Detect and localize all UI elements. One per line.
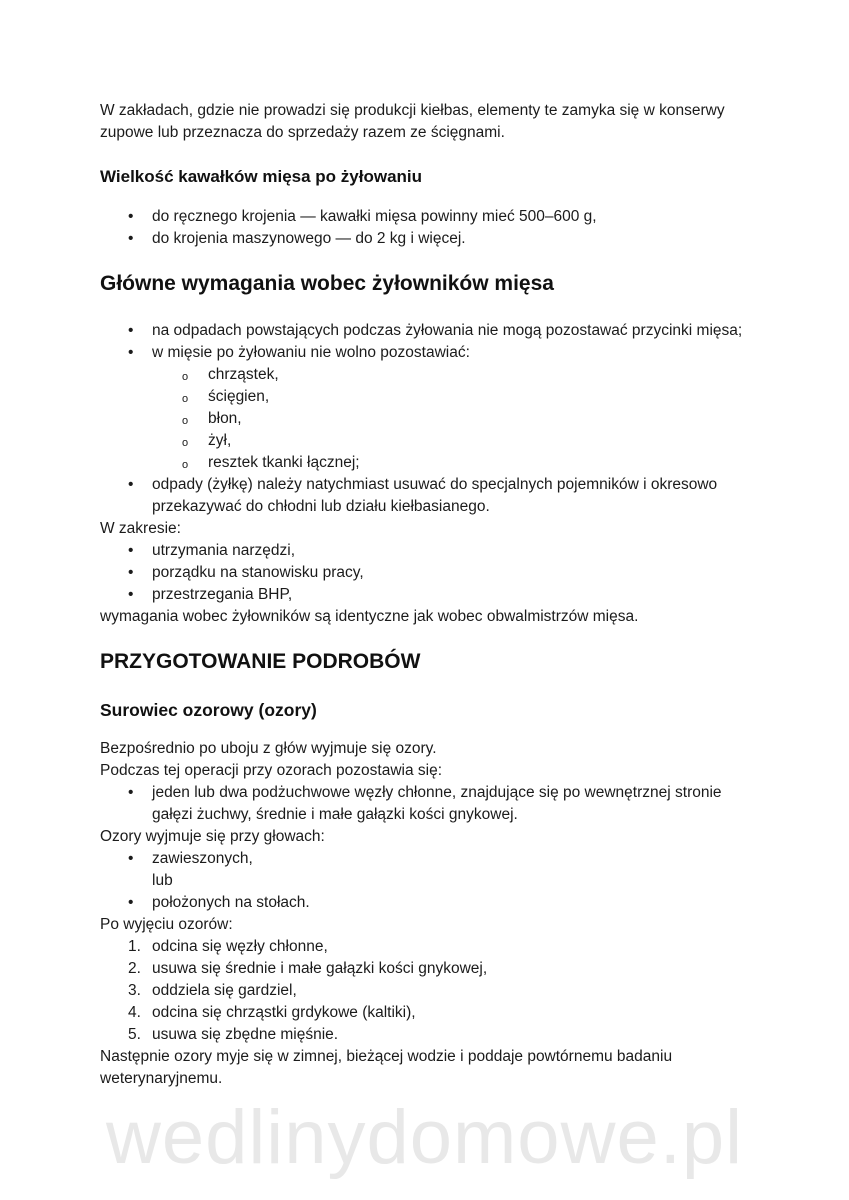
numbered-item-text: odcina się chrząstki grdykowe (kaltiki), bbox=[152, 1004, 416, 1021]
list-item-text: w mięsie po żyłowaniu nie wolno pozostawiać: bbox=[152, 344, 470, 361]
numbered-item bbox=[100, 958, 749, 980]
zakres-bullet-list bbox=[100, 540, 749, 606]
list-item-text: utrzymania narzędzi, bbox=[152, 542, 296, 559]
surowiec-paragraph-2: Podczas tej operacji przy ozorach pozostawia się: bbox=[100, 762, 443, 779]
list-item-text: jeden lub dwa podżuchwowe węzły chłonne, znajdujące się po wewnętrznej stronie gałęzi żuchwy, średnie i małe gałązki kości gnykowej. bbox=[152, 784, 722, 823]
sub-list-item-text: chrząstek, bbox=[208, 366, 279, 383]
heading-przygotowanie-podrobow: PRZYGOTOWANIE PODROBÓW bbox=[100, 650, 421, 673]
numbered-item-text: usuwa się zbędne mięśnie. bbox=[152, 1026, 339, 1043]
glowne-sub-list bbox=[152, 364, 749, 474]
sub-list-item bbox=[152, 430, 749, 452]
list-item-text: zawieszonych, bbox=[152, 850, 253, 867]
watermark-text: wedlinydomowe.pl bbox=[106, 1095, 743, 1180]
surowiec-bullet-list-1 bbox=[100, 782, 749, 826]
heading-wielkosc-kawalkow: Wielkość kawałków mięsa po żyłowaniu bbox=[100, 167, 423, 186]
surowiec-paragraph-4: Po wyjęciu ozorów: bbox=[100, 916, 233, 933]
list-item-text: położonych na stołach. bbox=[152, 894, 310, 911]
surowiec-paragraph-1: Bezpośrednio po uboju z głów wyjmuje się ozory. bbox=[100, 740, 437, 757]
list-item-text: na odpadach powstających podczas żyłowania nie mogą pozostawać przycinki mięsa; bbox=[152, 322, 743, 339]
wielkosc-bullet-list bbox=[100, 206, 749, 250]
zakres-outro: wymagania wobec żyłowników są identyczne jak wobec obwalmistrzów mięsa. bbox=[100, 608, 639, 625]
numbered-item bbox=[100, 936, 749, 958]
numbered-item-text: oddziela się gardziel, bbox=[152, 982, 297, 999]
list-item bbox=[100, 474, 749, 518]
list-item bbox=[100, 848, 749, 892]
list-item bbox=[100, 228, 749, 250]
sub-list-item-text: ścięgien, bbox=[208, 388, 270, 405]
sub-list-item bbox=[152, 452, 749, 474]
sub-list-item-text: resztek tkanki łącznej; bbox=[208, 454, 360, 471]
list-item bbox=[100, 584, 749, 606]
list-item-continuation: lub bbox=[152, 872, 173, 889]
sub-list-item-text: błon, bbox=[208, 410, 242, 427]
glowne-bullet-list bbox=[100, 320, 749, 518]
heading-glowne-wymagania: Główne wymagania wobec żyłowników mięsa bbox=[100, 272, 554, 295]
intro-paragraph: W zakładach, gdzie nie prowadzi się produkcji kiełbas, elementy te zamyka się w konserwy zupowe lub przeznacza do sprzedaży razem ze ścięgnami. bbox=[100, 102, 725, 141]
numbered-item bbox=[100, 1002, 749, 1024]
sub-list-item bbox=[152, 364, 749, 386]
surowiec-numbered-list bbox=[100, 936, 749, 1046]
list-item bbox=[100, 562, 749, 584]
sub-list-item bbox=[152, 386, 749, 408]
list-item bbox=[100, 206, 749, 228]
numbered-item bbox=[100, 980, 749, 1002]
numbered-item-text: odcina się węzły chłonne, bbox=[152, 938, 328, 955]
heading-surowiec-ozorowy: Surowiec ozorowy (ozory) bbox=[100, 700, 317, 720]
sub-list-item bbox=[152, 408, 749, 430]
list-item bbox=[100, 540, 749, 562]
surowiec-bullet-list-2 bbox=[100, 848, 749, 914]
numbered-item-text: usuwa się średnie i małe gałązki kości gnykowej, bbox=[152, 960, 488, 977]
document-content bbox=[100, 100, 749, 1090]
list-item-text: do krojenia maszynowego — do 2 kg i więcej. bbox=[152, 230, 466, 247]
list-item bbox=[100, 342, 749, 474]
list-item-text: odpady (żyłkę) należy natychmiast usuwać do specjalnych pojemników i okresowo przekazywać do chłodni lub działu kiełbasianego. bbox=[152, 476, 718, 515]
list-item-text: przestrzegania BHP, bbox=[152, 586, 293, 603]
numbered-item bbox=[100, 1024, 749, 1046]
list-item bbox=[100, 782, 749, 826]
surowiec-paragraph-5: Następnie ozory myje się w zimnej, bieżącej wodzie i poddaje powtórnemu badaniu weterynaryjnemu. bbox=[100, 1048, 673, 1087]
list-item bbox=[100, 892, 749, 914]
zakres-intro: W zakresie: bbox=[100, 520, 181, 537]
sub-list-item-text: żył, bbox=[208, 432, 232, 449]
surowiec-paragraph-3: Ozory wyjmuje się przy głowach: bbox=[100, 828, 325, 845]
list-item bbox=[100, 320, 749, 342]
list-item-text: do ręcznego krojenia — kawałki mięsa powinny mieć 500–600 g, bbox=[152, 208, 597, 225]
list-item-text: porządku na stanowisku pracy, bbox=[152, 564, 364, 581]
